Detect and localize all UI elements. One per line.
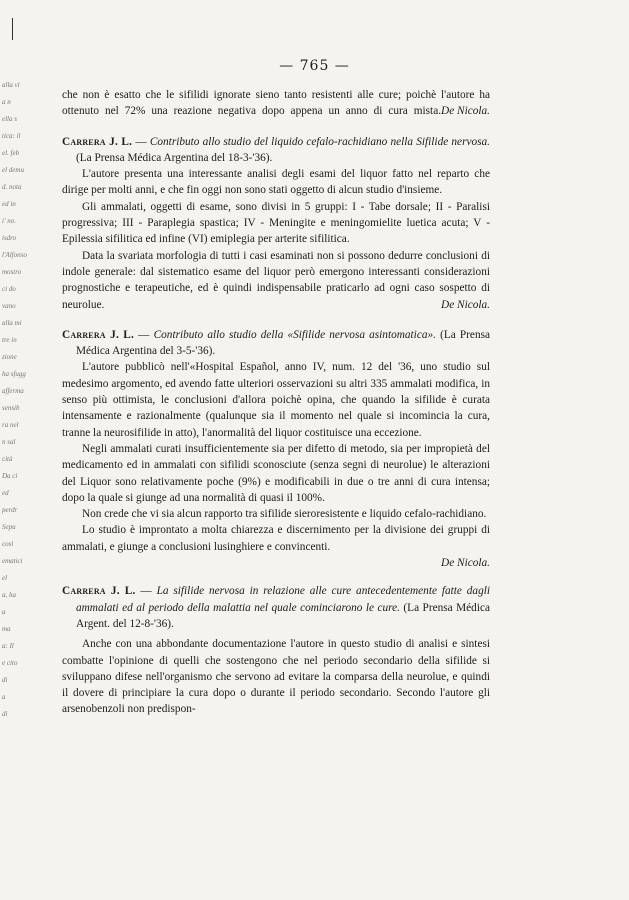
review-2-paragraph-1: L'autore pubblicò nell'«Hospital Español, anno IV, num. 12 del '36, uno studio sul medesimo argomento, ed avendo fatte ulteriori osservazioni su altri 335 ammalati modifica, in senso più ottimista, le conclusioni d'allora poichè opina, che quando la sifilide è curata intensamente e razionalmente (qualunque sia il momento nel quale si incomincia la cura, tranne la neurosifilide in atto), l'anormalità del liquor costituisce una eccezione. [62, 361, 490, 439]
margin-fragment: el [2, 574, 8, 582]
review-1-dash: — [132, 135, 150, 148]
margin-fragment: zione [2, 353, 17, 361]
continuation-text: che non è esatto che le sifilidi ignorate sieno tanto resistenti alle cure; poichè l'autore ha ottenuto nel 72% una reazione negativa dopo appena un anno di cura mista. [62, 89, 490, 118]
page-number: — 765 — [279, 58, 350, 74]
margin-fragment: a n [2, 98, 11, 106]
margin-fragment: e cito [2, 659, 18, 667]
margin-fragment: a, ha [2, 591, 16, 599]
margin-fragment: cità [2, 455, 13, 463]
margin-fragment: a [2, 693, 6, 701]
review-1-paragraph-2: Gli ammalati, oggetti di esame, sono divisi in 5 gruppi: I - Tabe dorsale; II - Paralisi progressiva; III - Paraplegia spastica; IV - Meningite e meningomielite luetica acuta; V - Epilessia sifilitica ed infine (VI) emiplegia per arterite sifilitica. [62, 200, 490, 246]
margin-fragment: ematici [2, 557, 23, 565]
review-2-author: Carrera J. L. [62, 328, 135, 341]
margin-fragment: Sepu [2, 523, 16, 531]
review-3 [62, 583, 490, 717]
margin-fragment: ed in [2, 200, 16, 208]
review-1-title: Contributo allo studio del liquido cefalo-rachidiano nella Sifilide nervosa. [149, 135, 490, 148]
review-3-source: (La Prensa Médica Argent. del 12-8-'36). [76, 601, 490, 630]
margin-fragment: a [2, 608, 6, 616]
review-1-paragraph-1: L'autore presenta una interessante analisi degli esami del liquor fatto nel reparto che dirige per molti anni, e che fin oggi non sono stati oggetto di alcun studio d'insieme. [62, 168, 490, 197]
review-1-author: Carrera J. L. [62, 135, 133, 148]
review-3-dash: — [135, 585, 157, 598]
margin-fragment: ma [2, 625, 11, 633]
margin-fragment: n sal [2, 438, 16, 446]
review-2-heading [62, 327, 490, 360]
review-2-signature: De Nicola. [441, 557, 490, 570]
margin-fragment: di [2, 710, 8, 718]
margin-fragment: el demu [2, 166, 24, 174]
margin-fragment: d. nota [2, 183, 22, 191]
margin-fragment: el. feb [2, 149, 20, 157]
margin-fragment: di [2, 676, 8, 684]
margin-fragment: Da ci [2, 472, 18, 480]
margin-fragment: mostro [2, 268, 22, 276]
margin-fragment: ra nel [2, 421, 19, 429]
review-1-paragraph-3 [62, 248, 490, 313]
margin-fragment: ed [2, 489, 9, 497]
margin-fragment: l'Alfonso [2, 251, 27, 259]
margin-fragment: ha sfugg [2, 370, 26, 378]
margin-fragment: tica: il [2, 132, 21, 140]
review-1-heading [62, 134, 490, 167]
review-2-paragraph-2: Negli ammalati curati insufficientemente sia per difetto di metodo, sia per impropietà del medicamento ed in ammalati con sifilidi sconosciute (senza segni di neurolue) le alterazioni del Liquor sono relativamente poche (9%) e modificabili in due o tre anni di cura intensa; dopo la quale si giunge ad una normalità di quasi il 100%. [62, 442, 490, 504]
margin-fragment: tre in [2, 336, 17, 344]
margin-fragment: afferma [2, 387, 24, 395]
margin-fragment: sensib [2, 404, 20, 412]
margin-fragment: i' no. [2, 217, 16, 225]
margin-fragment: alla mi [2, 319, 22, 327]
review-3-paragraph-1: Anche con una abbondante documentazione l'autore in questo studio di analisi e sintesi combatte l'opinione di quelli che sostengono che nel periodo secondario della sifilide si sviluppano difese nell'organismo che servono ad evitare la comparsa della neurolue, e quindi il dovere di principiare la cura dopo o durante il periodo secondario. Secondo l'autore gli arsenobenzoli non predispon- [62, 638, 490, 716]
margin-fragment: perdr [2, 506, 18, 514]
margin-bleed-through [2, 80, 42, 840]
review-2 [62, 327, 490, 571]
review-2-source: (La Prensa Médica Argentina del 3-5-'36). [76, 328, 491, 358]
margin-fragment: ci do [2, 285, 16, 293]
margin-fragment: alla vi [2, 81, 20, 89]
review-2-title: Contributo allo studio della «Sifilide nervosa asintomatica». [153, 328, 436, 341]
continuation-paragraph [62, 87, 490, 120]
margin-fragment: così [2, 540, 14, 548]
review-2-paragraph-4: Lo studio è improntato a molta chiarezza e discernimento per la divisione dei gruppi di ammalati, e giunge a conclusioni lusinghiere e convincenti. [62, 524, 490, 553]
margin-fragment: a: Il [2, 642, 14, 650]
margin-fragment: isdro [2, 234, 17, 242]
review-3-heading [62, 583, 490, 632]
margin-fragment: vano [2, 302, 16, 310]
binding-edge-line [12, 18, 13, 40]
review-1 [62, 134, 490, 313]
review-3-author: Carrera J. L. [62, 585, 136, 598]
page-content [62, 87, 490, 718]
review-1-source: (La Prensa Médica Argentina del 18-3-'36). [76, 151, 273, 164]
review-1-paragraph-3-text: Data la svariata morfologia di tutti i casi esaminati non si possono dedurre conclusioni di indole generale: dal sistematico esame del liquor però emergono interessanti considerazioni prognostiche e terapeutiche, ed è quindi indispensabile praticarlo ad ogni caso sospetto di neurolue. [62, 249, 490, 311]
margin-fragment: ella s [2, 115, 17, 123]
review-3-title: La sifilide nervosa in relazione alle cure antecedentemente fatte dagli ammalati ed al periodo della malattia nel quale cominciarono le cure. [76, 585, 491, 614]
continuation-signature: De Nicola. [441, 105, 490, 118]
review-1-signature: De Nicola. [441, 298, 490, 311]
review-2-paragraph-3: Non crede che vi sia alcun rapporto tra sifilide sieroresistente e liquido cefalo-rachidiano. [82, 508, 487, 521]
review-2-dash: — [134, 328, 154, 341]
